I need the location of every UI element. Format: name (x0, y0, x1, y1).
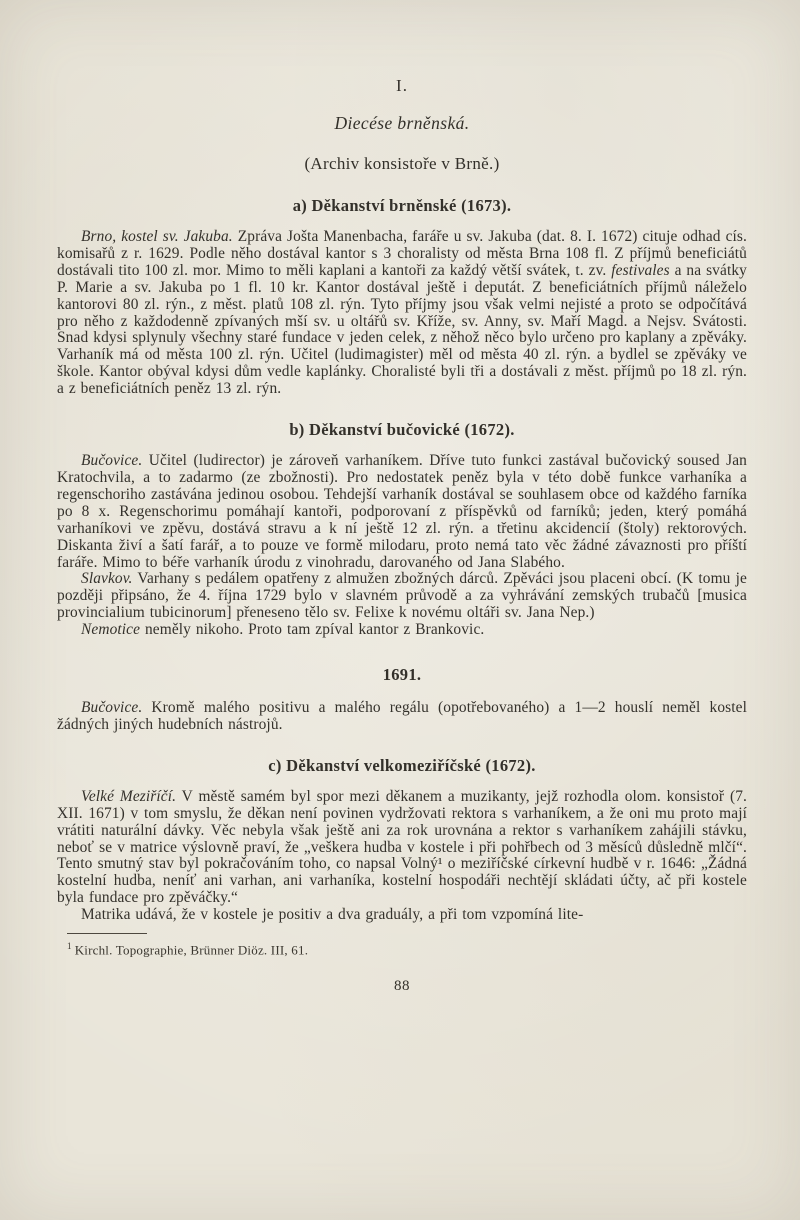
sections-container (57, 196, 747, 924)
footnote-marker: 1 (67, 941, 72, 952)
body-text: Varhany s pedálem opatřeny z almužen zbožných dárců. Zpěváci jsou placeni obcí. (K tomu je později připsáno, že 4. října 1729 bylo v slavném průvodě a za vyhrávání zemských trubačů [musica provincialium tubicinorum] přeneseno tělo sv. Felixe k novému oltáři sv. Jana Nep.) (57, 570, 747, 622)
document-section (57, 756, 747, 924)
body-paragraph (57, 700, 747, 734)
chapter-numeral: I. (396, 76, 408, 95)
section-heading: c) Děkanství velkomeziříčské (1672). (268, 755, 536, 775)
body-paragraph (57, 571, 747, 622)
body-text: a na svátky P. Marie a sv. Jakuba po 1 fl. 10 kr. Kantor dostával ještě i deputát. Z beneficiátních příjmů náleželo kantorovi 80 zl. rýn., z měst. platů 108 zl. rýn. Tyto příjmy jsou však velmi nejisté a proto se odpočítává pro něho z každodenně zpívaných mší sv. u oltářů sv. Kříže, sv. Anny, sv. Maří Magd. a Nejsv. Svátosti. Snad kdysi splynuly všechny staré fundace v jeden celek, z něhož něco bylo určeno pro kaplany a zpěváky. Varhaník má od města 100 zl. rýn. Učitel (ludimagister) měl od města 40 zl. rýn. a bydlel se zpěváky ve škole. Kantor obýval kdysi dům vedle kaplánky. Choralisté byli tři a dostávali z měst. příjmů po 18 zl. rýn. a z beneficiátních peněz 13 zl. rýn. (57, 261, 747, 398)
section-paragraphs (57, 453, 747, 639)
section-heading: b) Děkanství bučovické (1672). (289, 420, 515, 440)
document-section (57, 196, 747, 398)
place-name-lead: Bučovice. (81, 699, 143, 717)
footnote-area (57, 933, 747, 958)
page-title: Diecése brněnská. (334, 113, 470, 133)
document-section (57, 665, 747, 734)
footnote-rule (67, 933, 147, 934)
body-text: neměly nikoho. Proto tam zpíval kantor z Brankovic. (140, 621, 485, 639)
footnote (67, 941, 747, 958)
body-text: Matrika udává, že v kostele je positiv a dva graduály, a při tom vzpomíná lite- (81, 906, 584, 924)
body-paragraph (57, 453, 747, 571)
page-number: 88 (394, 978, 410, 995)
place-name-lead: Velké Meziříčí. (81, 787, 177, 805)
section-heading: a) Děkanství brněnské (1673). (292, 196, 512, 215)
section-paragraphs (57, 229, 747, 398)
body-paragraph (57, 907, 747, 924)
section-paragraphs (57, 789, 747, 924)
body-paragraph (57, 229, 747, 398)
section-heading: 1691. (382, 665, 422, 685)
archive-note: (Archiv konsistoře v Brně.) (304, 154, 500, 173)
document-section (57, 420, 747, 639)
place-name-lead: festivales (611, 261, 670, 279)
body-text: Kromě malého positivu a malého regálu (opotřebovaného) a 1—2 houslí neměl kostel žádných jiných hudebních nástrojů. (57, 699, 747, 733)
text-block (57, 0, 747, 995)
footnote-text: Kirchl. Topographie, Brünner Diöz. III, 61. (74, 942, 309, 958)
body-paragraph (57, 789, 747, 907)
place-name-lead: Nemotice (81, 621, 141, 639)
body-text: V městě samém byl spor mezi děkanem a muzikanty, jejž rozhodla olom. konsistoř (7. XII. 1671) v tom smyslu, že děkan není povinen vydržovati rektora s varhaníkem, a že oni mu proto mají vrátiti naturální dávky. Věc nebyla však ještě ani za rok urovnána a rektor s varhaníkem zahájili stávku, neboť se v matrice výslovně praví, že „veškera hudba v kostele i při pohřbech od 3 měsíců důsledně mlčí“. Tento smutný stav byl pokračováním toho, co napsal Volný¹ o meziříčské církevní hudbě v r. 1646: „Žádná kostelní hudba, neníť ani varhan, ani varhaníka, kostelní hospodáři nechtějí skládati účty, ač při kostele byla fundace pro zpěváčky.“ (57, 787, 748, 907)
section-paragraphs (57, 700, 747, 734)
place-name-lead: Slavkov. (81, 570, 133, 588)
place-name-lead: Brno, kostel sv. Jakuba. (81, 228, 233, 245)
body-text: Učitel (ludirector) je zároveň varhaníkem. Dříve tuto funkci zastával bučovický soused Jan Kratochvila, a to zadarmo (ze zbožnosti). Pro nedostatek peněz byla v této době funkce varhaníka a regenschoriho zastávána jedinou osobou. Tehdejší varhaník dostával se souhlasem obce od každého farníka po 8 x. Regenschorimu pomáhají kantoři, podporovaní z příspěvků od farníků; jeden, který pomáhá varhaníkovi ve zpěvu, dostává stravu a k ní ještě 12 zl. rýn. a třetinu akcidencií (štoly) rektorových. Diskanta živí a šatí farář, a to pouze ve formě milodaru, proto nemá tato věc žádné závaznosti pro příští faráře. Mimo to béře varhaník úrodu z vinohradu, darovaného od Jana Slabého. (57, 452, 747, 571)
place-name-lead: Bučovice. (81, 452, 143, 470)
body-text: Zpráva Jošta Manenbacha, faráře u sv. Jakuba (dat. 8. I. 1672) cituje odhad cís. komisařů z r. 1629. Podle něho dostával kantor s 3 choralisty od města Brna 108 fl. Z příjmů beneficiátů dostávali tito 100 zl. mor. Mimo to měli kaplani a kantoři za každý větší svátek, t. zv. (57, 228, 747, 279)
body-paragraph (57, 622, 747, 639)
